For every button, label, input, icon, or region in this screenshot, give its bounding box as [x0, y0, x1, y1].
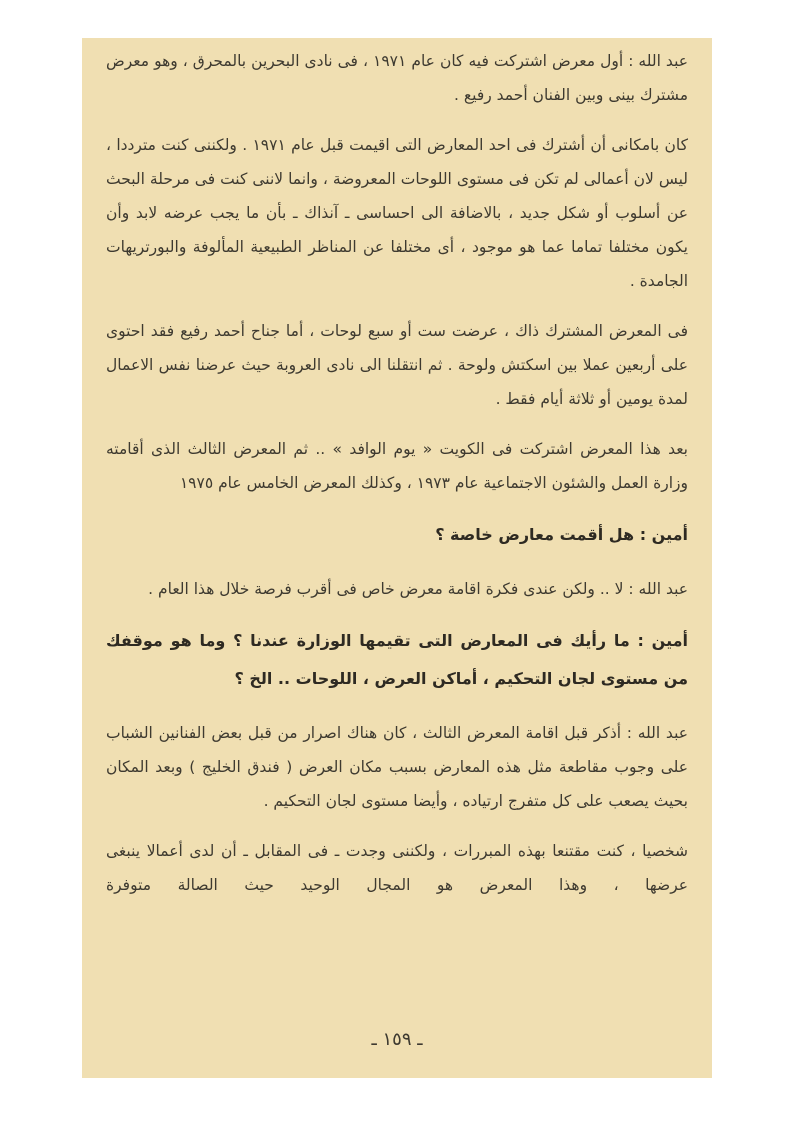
page-number: ـ ١٥٩ ـ — [371, 1029, 423, 1050]
paragraph-boycott: عبد الله : أذكر قبل اقامة المعرض الثالث ، كان هناك اصرار من قبل بعض الفنانين الشباب على وجوب مقاطعة مثل هذه المعارض بسبب مكان العرض ( فندق الخليج ) وبعد المكان بحيث يصعب على كل متفرج ارتياده ، وأيضا مستوى لجان التحكيم . — [106, 724, 688, 810]
question-ministry-exhibitions: أمين : ما رأيك فى المعارض التى تقيمها الوزارة عندنا ؟ وما هو موقفك من مستوى لجان التحكيم ، أماكن العرض ، اللوحات .. الخ ؟ — [106, 631, 688, 688]
paragraph-first-exhibition: عبد الله : أول معرض اشتركت فيه كان عام ١٩٧١ ، فى نادى البحرين بالمحرق ، وهو معرض مشترك بينى وبين الفنان أحمد رفيع . — [106, 52, 688, 104]
question-private-exhibitions: أمين : هل أقمت معارض خاصة ؟ — [435, 525, 688, 544]
book-page — [82, 38, 712, 1078]
paragraph-personal-view: شخصيا ، كنت مقتنعا بهذه المبررات ، ولكننى وجدت ـ فى المقابل ـ أن لدى أعمالا ينبغى عرضها ، وهذا المعرض هو المجال الوحيد حيث الصالة متوفرة — [106, 842, 688, 894]
paragraph-joint-exhibition: فى المعرض المشترك ذاك ، عرضت ست أو سبع لوحات ، أما جناح أحمد رفيع فقد احتوى على أربعين عملا بين اسكتش ولوحة . ثم انتقلنا الى نادى العروبة حيث عرضنا نفس الاعمال لمدة يومين أو ثلاثة أيام فقط . — [106, 322, 688, 408]
paragraph-later-exhibitions: بعد هذا المعرض اشتركت فى الكويت « يوم الوافد » .. ثم المعرض الثالث الذى أقامته وزارة العمل والشئون الاجتماعية عام ١٩٧٣ ، وكذلك المعرض الخامس عام ١٩٧٥ — [106, 440, 688, 492]
paragraph-private-exhibition-answer: عبد الله : لا .. ولكن عندى فكرة اقامة معرض خاص فى أقرب فرصة خلال هذا العام . — [148, 580, 688, 598]
paragraph-hesitation: كان بامكانى أن أشترك فى احد المعارض التى اقيمت قبل عام ١٩٧١ . ولكننى كنت مترددا ، ليس لان أعمالى لم تكن فى مستوى اللوحات المعروضة ، وانما لاننى كنت فى مرحلة البحث عن أسلوب أو شكل جديد ، بالاضافة الى احساسى ـ آنذاك ـ بأن ما يجب عرضه لابد وأن يكون مختلفا تماما عما هو موجود ، أى مختلفا عن المناظر الطبيعية المألوفة والبورتريهات الجامدة . — [106, 136, 688, 290]
